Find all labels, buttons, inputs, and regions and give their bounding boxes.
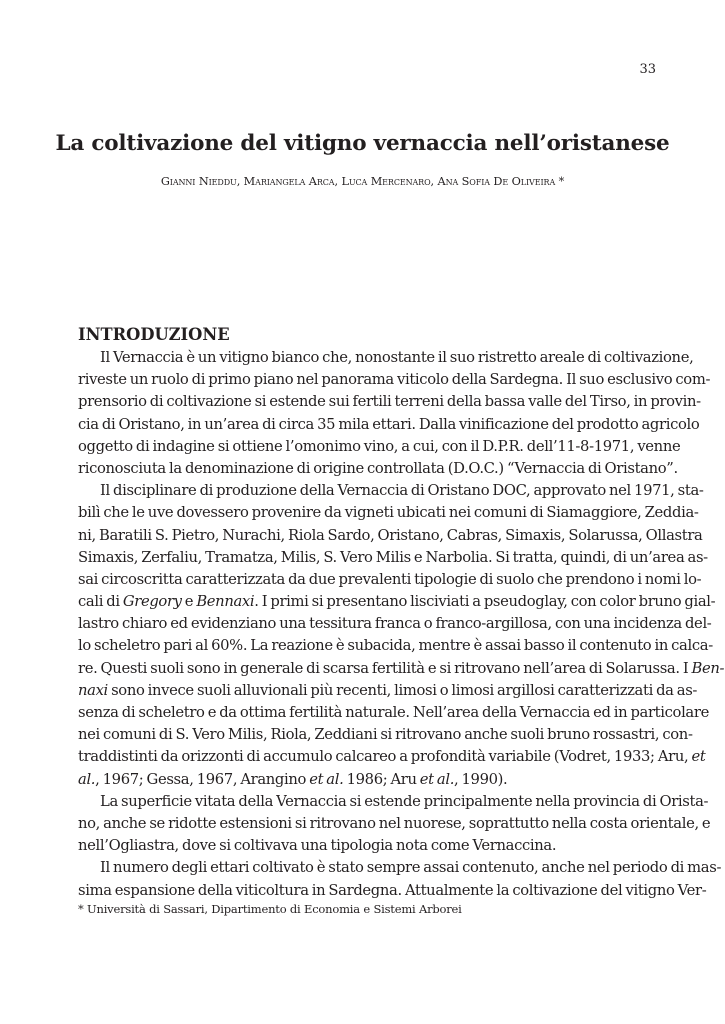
- text-line: cia di Oristano, in un’area di circa 35 mila ettari. Dalla vinificazione del prodotto agricolo: [78, 415, 700, 433]
- text-line: lo scheletro pari al 60%. La reazione è subacida, mentre è assai basso il contenuto in calca-: [78, 637, 713, 655]
- text-line: bilì che le uve dovessero provenire da vigneti ubicati nei comuni di Siamaggiore, Zeddia-: [78, 504, 699, 522]
- text-line: La superficie vitata della Vernaccia si estende principalmente nella provincia di Orista-: [100, 792, 709, 810]
- italic-text: Bennaxi: [196, 593, 255, 611]
- author-list: Gianni Nieddu, Mariangela Arca, Luca Mercenaro, Ana Sofia De Oliveira *: [160, 175, 565, 188]
- italic-text: al.: [78, 770, 96, 788]
- footnote: * Università di Sassari, Dipartimento di Economia e Sistemi Arborei: [78, 902, 462, 916]
- text-line: oggetto di indagine si ottiene l’omonimo vino, a cui, con il D.P.R. dell’11-8-1971, venne: [78, 437, 681, 455]
- text-line: senza di scheletro e da ottima fertilità naturale. Nell’area della Vernaccia ed in particolare: [78, 704, 709, 721]
- italic-text: Ben-: [691, 659, 725, 677]
- text-line: [78, 746, 706, 768]
- italic-text: et al.: [419, 770, 455, 788]
- page-number: 33: [639, 62, 656, 77]
- text-line: nell’Ogliastra, dove si coltivava una tipologia nota come Vernaccina.: [78, 837, 557, 855]
- italic-text: naxi: [78, 681, 108, 699]
- text-line: riconosciuta la denominazione di origine controllata (D.O.C.) “Vernaccia di Oristano”.: [78, 459, 678, 477]
- body-text: [78, 347, 725, 902]
- text-run: . I primi si presentano lisciviati a pseudoglay, con color bruno gial-: [254, 593, 716, 611]
- text-line: [78, 680, 698, 702]
- text-line: no, anche se ridotte estensioni si ritrovano nel nuorese, soprattutto nella costa orientale, e: [78, 814, 711, 832]
- text-line: sima espansione della viticoltura in Sardegna. Attualmente la coltivazione del vitigno Ver-: [78, 881, 707, 899]
- text-line: [78, 591, 716, 613]
- text-line: Il numero degli ettari coltivato è stato sempre assai contenuto, anche nel periodo di mas-: [100, 859, 722, 877]
- section-heading: INTRODUZIONE: [78, 325, 230, 344]
- text-line: lastro chiaro ed evidenziano una tessitura franca o franco-argillosa, con una incidenza del-: [78, 615, 712, 633]
- text-run: re. Questi suoli sono in generale di scarsa fertilità e si ritrovano nell’area di Solarussa. I: [78, 659, 692, 677]
- text-run: , 1967; Gessa, 1967, Arangino: [95, 770, 310, 788]
- text-line: Il Vernaccia è un vitigno bianco che, nonostante il suo ristretto areale di coltivazione,: [100, 349, 694, 366]
- italic-text: et: [691, 748, 706, 766]
- text-line: [78, 658, 725, 680]
- italic-text: et al.: [309, 770, 344, 788]
- text-run: traddistinti da orizzonti di accumulo calcareo a profondità variabile (Vodret, 1933; Aru,: [78, 748, 692, 766]
- text-run: , 1990).: [454, 770, 508, 788]
- text-line: riveste un ruolo di primo piano nel panorama viticolo della Sardegna. Il suo esclusivo com-: [78, 371, 711, 389]
- article-title: La coltivazione del vitigno vernaccia nell’oristanese: [55, 131, 670, 156]
- italic-text: Gregory: [122, 593, 182, 611]
- text-line: Simaxis, Zerfaliu, Tramatza, Milis, S. Vero Milis e Narbolia. Si tratta, quindi, di un’area as-: [78, 548, 708, 566]
- text-line: prensorio di coltivazione si estende sui fertili terreni della bassa valle del Tirso, in provin-: [78, 393, 701, 411]
- text-run: cali di: [78, 593, 123, 611]
- text-run: 1986; Aru: [343, 770, 420, 788]
- text-line: Il disciplinare di produzione della Vernaccia di Oristano DOC, approvato nel 1971, sta-: [100, 482, 704, 500]
- text-line: nei comuni di S. Vero Milis, Riola, Zeddiani si ritrovano anche suoli bruno rossastri, con-: [78, 726, 693, 744]
- text-line: sai circoscritta caratterizzata da due prevalenti tipologie di suolo che prendono i nomi lo-: [78, 570, 702, 588]
- text-run: sono invece suoli alluvionali più recenti, limosi o limosi argillosi caratterizzati da as-: [107, 681, 698, 699]
- text-line: ni, Baratili S. Pietro, Nurachi, Riola Sardo, Oristano, Cabras, Simaxis, Solarussa, Ollastra: [78, 526, 703, 544]
- text-run: e: [181, 593, 197, 611]
- text-line: [78, 769, 656, 791]
